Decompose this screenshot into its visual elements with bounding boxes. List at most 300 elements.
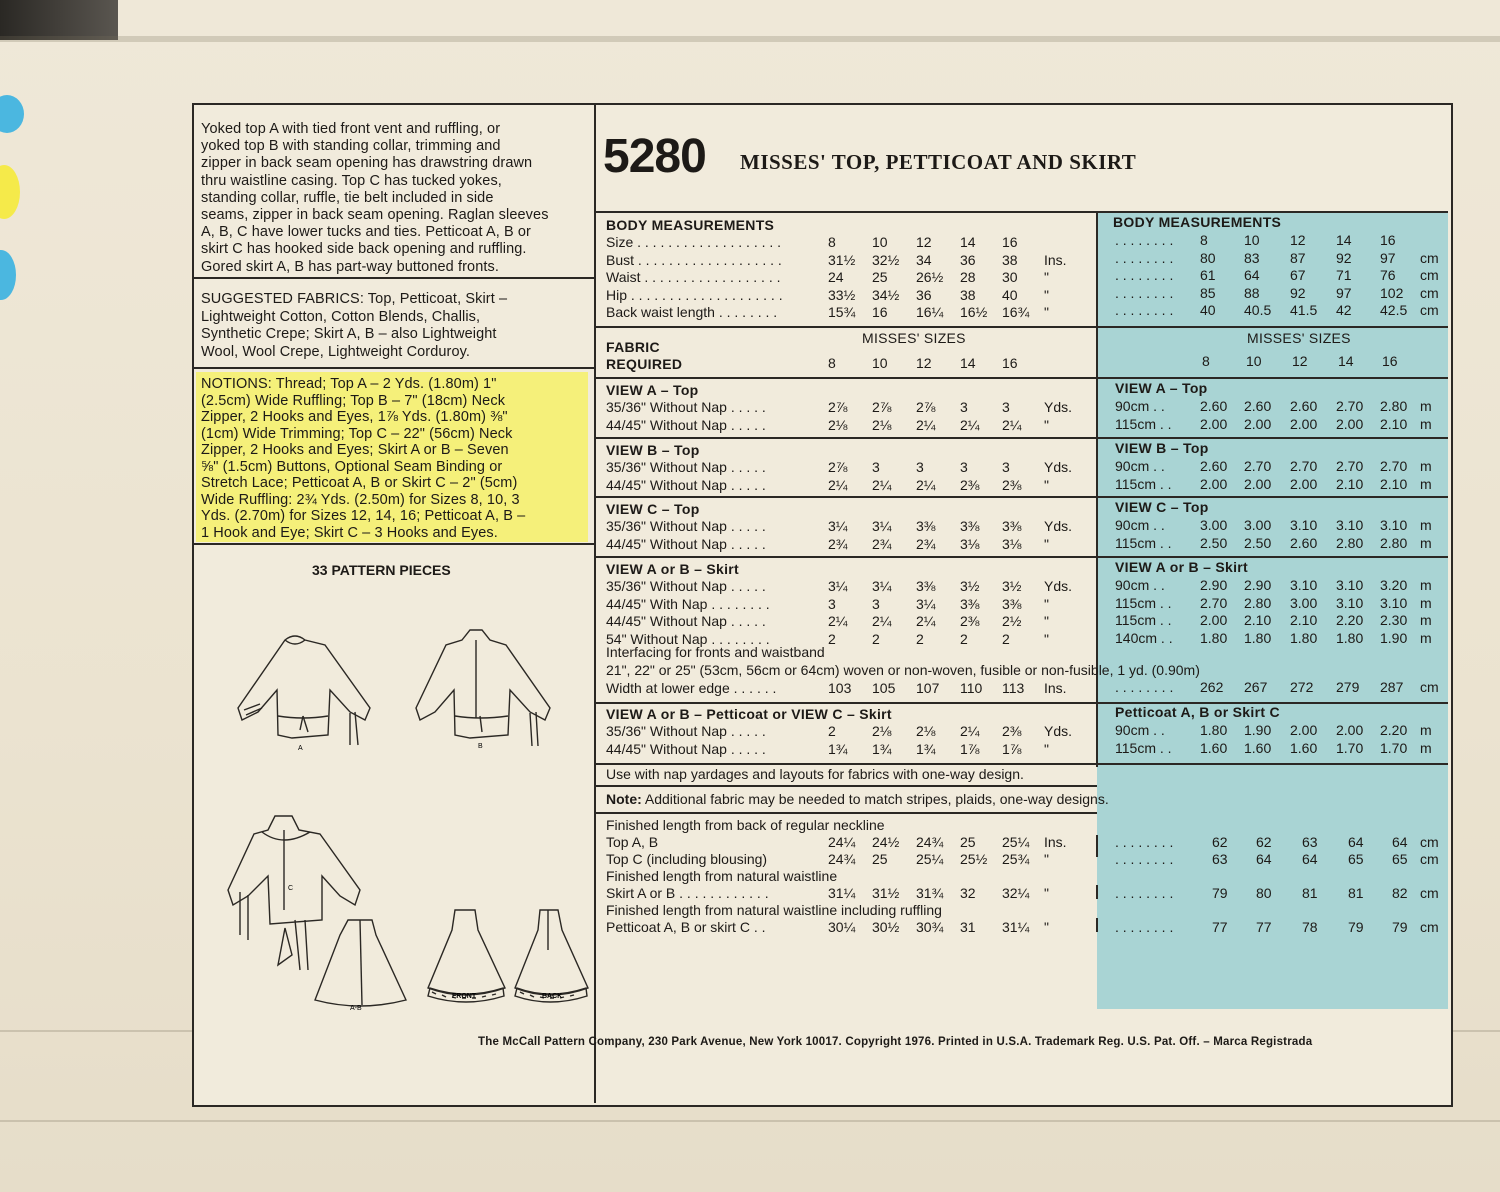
yardage-unit: ": [1044, 416, 1049, 433]
size-value: 3: [828, 595, 836, 612]
metric-value: 1.80: [1200, 629, 1228, 646]
metric-value: 63: [1212, 851, 1228, 867]
description-line: skirt C has hooked side back opening and ruffling.: [201, 241, 527, 258]
size-value: 24¼: [828, 834, 856, 850]
size-value: 2⅞: [916, 399, 936, 415]
metric-unit: cm: [1420, 302, 1439, 318]
body-row-label: Back waist length . . . . . . . .: [606, 304, 778, 320]
size-value: 32: [960, 885, 976, 901]
size-header: 12: [916, 355, 932, 371]
metric-value: 65: [1348, 851, 1364, 867]
notions-line: Zipper, 2 Hooks and Eyes, 1⅞ Yds. (1.80m) ⅜": [201, 409, 508, 425]
description-line: seams, zipper in back seam opening. Raglan sleeves: [201, 207, 549, 223]
metric-value: 2.00: [1290, 475, 1318, 492]
metric-value: 2.60: [1200, 458, 1228, 474]
metric-unit: cm: [1420, 851, 1439, 867]
metric-value: 3.10: [1290, 577, 1318, 593]
metric-value: 79: [1212, 885, 1228, 901]
size-value: 2⅛: [916, 723, 936, 739]
yardage-label: 35/36" Without Nap . . . . .: [606, 459, 766, 475]
size-value: 2¼: [960, 723, 980, 739]
yellow-dot: [0, 165, 20, 219]
metric-value: 92: [1290, 284, 1306, 301]
metric-value: 81: [1302, 885, 1318, 901]
size-value: 2⅜: [1002, 476, 1022, 493]
metric-value: 1.60: [1290, 739, 1318, 756]
size-value: 30: [1002, 269, 1018, 285]
metric-width-label: 90cm . .: [1115, 458, 1165, 474]
body-row-unit: ": [1044, 286, 1049, 303]
size-value: 2⅜: [960, 613, 980, 629]
notions-line: (2.5cm) Wide Ruffling; Top B – 7" (18cm) Neck: [201, 392, 506, 409]
metric-unit: cm: [1420, 284, 1439, 301]
garment-sketches: [200, 620, 590, 1010]
note-text: Additional fabric may be needed to match stripes, plaids, one-way designs.: [641, 791, 1109, 807]
metric-value: 102: [1380, 284, 1404, 301]
metric-value: 79: [1348, 919, 1364, 935]
size-value: 38: [1002, 251, 1018, 268]
metric-value: 2.00: [1200, 612, 1228, 628]
metric-value: 41.5: [1290, 302, 1318, 318]
size-value: 16¾: [1002, 304, 1030, 320]
pattern-number: 5280: [603, 130, 706, 183]
size-value: 2¾: [872, 535, 892, 552]
size-value: 3: [1002, 399, 1010, 415]
size-value: 8: [828, 234, 836, 250]
size-value: 2¼: [828, 476, 848, 493]
metric-value: 80: [1256, 885, 1272, 901]
metric-value: 2.60: [1244, 398, 1272, 414]
metric-value: 2.80: [1244, 594, 1272, 611]
metric-unit: m: [1420, 534, 1432, 551]
size-value: 2¼: [872, 476, 892, 493]
size-value: 3: [960, 459, 968, 475]
size-value: 31½: [872, 885, 900, 901]
size-value: 2¼: [1002, 416, 1022, 433]
body-row-unit: Ins.: [1044, 251, 1067, 268]
size-value: 34½: [872, 286, 900, 303]
size-value: 38: [960, 286, 976, 303]
size-value: 24: [828, 269, 844, 285]
metric-value: 77: [1212, 919, 1228, 935]
size-value: 32¼: [1002, 885, 1030, 901]
size-value: 34: [916, 251, 932, 268]
view-title: VIEW B – Top: [606, 442, 700, 458]
size-value: 26½: [916, 269, 944, 285]
metric-width-label: 90cm . .: [1115, 722, 1165, 738]
size-value: 103: [828, 680, 852, 696]
size-value: 3⅜: [960, 518, 980, 534]
metric-value: 2.00: [1336, 722, 1364, 738]
size-value: 31½: [828, 251, 856, 268]
metric-value: 2.70: [1290, 458, 1318, 474]
size-value: 3⅛: [960, 535, 980, 552]
footer-credit: The McCall Pattern Company, 230 Park Avenue, New York 10017. Copyright 1976. Printed in U.S.A. Trademark Reg. U.S. Pat. Off. – Marca Registrada: [478, 1036, 1313, 1048]
metric-unit: m: [1420, 612, 1432, 628]
metric-value: 16: [1380, 232, 1396, 248]
size-header: 16: [1002, 355, 1018, 371]
misses-sizes-heading: MISSES' SIZES: [862, 330, 966, 346]
metric-value: 2.10: [1244, 612, 1272, 628]
size-value: 25½: [960, 851, 988, 867]
finished-label: Top A, B: [606, 834, 659, 850]
metric-value: 64: [1348, 834, 1364, 850]
size-value: 1¾: [916, 740, 936, 757]
yardage-label: 35/36" Without Nap . . . . .: [606, 578, 766, 594]
size-value: 12: [916, 234, 932, 250]
blue-dot: [0, 250, 16, 300]
finished-heading: Finished length from back of regular neckline: [606, 817, 885, 833]
size-value: 32½: [872, 251, 900, 268]
size-value: 10: [872, 234, 888, 250]
metric-value: 2.10: [1290, 612, 1318, 628]
description-line: standing collar, ruffle, tie belt included in side: [201, 189, 494, 206]
body-row-unit: ": [1044, 304, 1049, 320]
size-value: 2: [872, 630, 880, 647]
required-heading: REQUIRED: [606, 356, 683, 372]
metric-value: 97: [1336, 284, 1352, 301]
metric-value: 2.00: [1290, 722, 1318, 738]
metric-value: 92: [1336, 249, 1352, 266]
metric-width-label: 115cm . .: [1115, 612, 1172, 628]
size-value: 30¼: [828, 919, 856, 935]
body-measurements-heading: BODY MEASUREMENTS: [606, 217, 775, 233]
yardage-label: 54" Without Nap . . . . . . . .: [606, 630, 770, 647]
metric-value: 2.20: [1336, 612, 1364, 628]
size-header-metric: 8: [1202, 353, 1210, 369]
finished-label: Top C (including blousing): [606, 851, 768, 867]
size-value: 2⅛: [828, 416, 848, 433]
size-value: 1¾: [828, 740, 848, 757]
size-value: 25: [872, 269, 888, 285]
metric-unit: m: [1420, 398, 1432, 414]
metric-width-label: 115cm . .: [1115, 475, 1172, 492]
metric-value: 64: [1392, 834, 1408, 850]
sketch-label-a: A: [298, 745, 303, 752]
dot-leader: . . . . . . . .: [1115, 679, 1174, 695]
interfacing-line: Interfacing for fronts and waistband: [606, 644, 825, 660]
metric-value: 62: [1256, 834, 1272, 850]
notions-line: ⅝" (1.5cm) Buttons, Optional Seam Binding or: [201, 458, 503, 475]
metric-width-label: 115cm . .: [1115, 739, 1172, 756]
metric-value: 2.80: [1336, 534, 1364, 551]
description-line: yoked top B with standing collar, trimming and: [201, 138, 501, 155]
size-value: 2⅞: [828, 399, 848, 415]
size-value: 30¾: [916, 919, 944, 935]
size-value: 2⅞: [872, 399, 892, 415]
notions-line: Stretch Lace; Petticoat A, B or Skirt C – 2" (5cm): [201, 475, 518, 491]
metric-value: 2.60: [1290, 398, 1318, 414]
body-row-label: Hip . . . . . . . . . . . . . . . . . . . .: [606, 286, 783, 303]
nap-note: Use with nap yardages and layouts for fabrics with one-way design.: [606, 766, 1024, 782]
metric-value: 2.00: [1336, 415, 1364, 432]
dot-leader: . . . . . . . .: [1115, 249, 1174, 266]
yardage-unit: ": [1044, 630, 1049, 647]
size-value: 3⅜: [916, 518, 936, 534]
size-value: 16: [1002, 234, 1018, 250]
metric-value: 262: [1200, 679, 1224, 695]
dot-leader: . . . . . . . .: [1115, 919, 1174, 935]
size-value: 2¾: [828, 535, 848, 552]
yardage-unit: ": [1044, 535, 1049, 552]
metric-width-label: 90cm . .: [1115, 577, 1165, 593]
yardage-label: 44/45" Without Nap . . . . .: [606, 740, 766, 757]
metric-value: 61: [1200, 267, 1216, 283]
dot-leader: . . . . . . . .: [1115, 834, 1174, 850]
dot-leader: . . . . . . . .: [1115, 267, 1174, 283]
yardage-label: 44/45" Without Nap . . . . .: [606, 613, 766, 629]
size-value: 3¼: [828, 518, 848, 534]
metric-width-label: 115cm . .: [1115, 594, 1172, 611]
view-title-metric: VIEW A or B – Skirt: [1115, 559, 1249, 575]
metric-unit: m: [1420, 722, 1432, 738]
yardage-unit: ": [1044, 740, 1049, 757]
yardage-label: 35/36" Without Nap . . . . .: [606, 399, 766, 415]
size-value: 16¼: [916, 304, 944, 320]
size-value: 3: [916, 459, 924, 475]
size-header: 10: [872, 355, 888, 371]
metric-value: 3.00: [1290, 594, 1318, 611]
metric-value: 79: [1392, 919, 1408, 935]
yardage-unit: Yds.: [1044, 399, 1073, 415]
size-value: 2¼: [872, 613, 892, 629]
size-value: 31¼: [1002, 919, 1030, 935]
size-value: 31¼: [828, 885, 856, 901]
size-value: 36: [960, 251, 976, 268]
size-value: 3¼: [916, 595, 936, 612]
size-value: 40: [1002, 286, 1018, 303]
sketch-label-b: B: [478, 743, 483, 750]
metric-value: 3.10: [1380, 594, 1408, 611]
view-title-metric: VIEW A – Top: [1115, 380, 1208, 396]
notions-line: Yds. (2.70m) for Sizes 12, 14, 16; Petticoat A, B –: [201, 508, 526, 524]
metric-value: 8: [1200, 232, 1208, 248]
metric-width-label: 115cm . .: [1115, 534, 1172, 551]
metric-value: 1.60: [1244, 739, 1272, 756]
notions-line: (1cm) Wide Trimming; Top C – 22" (56cm) Neck: [201, 425, 513, 442]
size-value: 28: [960, 269, 976, 285]
metric-value: 2.10: [1336, 475, 1364, 492]
size-value: 36: [916, 286, 932, 303]
size-value: 3⅛: [1002, 535, 1022, 552]
fabric-heading: FABRIC: [606, 339, 660, 355]
metric-value: 64: [1244, 267, 1260, 283]
metric-value: 2.70: [1380, 458, 1408, 474]
sketch-label-front: FRONT: [452, 993, 477, 1000]
finished-label: Skirt A or B . . . . . . . . . . . .: [606, 885, 769, 901]
metric-unit: m: [1420, 415, 1432, 432]
view-title-metric: VIEW B – Top: [1115, 440, 1209, 456]
dot-leader: . . . . . . . .: [1115, 885, 1174, 901]
petticoat-title-metric: Petticoat A, B or Skirt C: [1115, 704, 1280, 720]
size-value: 3½: [1002, 578, 1022, 594]
dot-leader: . . . . . . . .: [1115, 232, 1174, 248]
metric-value: 12: [1290, 232, 1306, 248]
size-value: 15¾: [828, 304, 856, 320]
size-value: 3½: [960, 578, 980, 594]
metric-unit: m: [1420, 739, 1432, 756]
metric-unit: m: [1420, 458, 1432, 474]
metric-value: 1.80: [1290, 629, 1318, 646]
size-value: 2⅛: [872, 416, 892, 433]
metric-value: 2.30: [1380, 612, 1408, 628]
size-value: 25¼: [916, 851, 944, 867]
metric-width-label: 90cm . .: [1115, 398, 1165, 414]
metric-value: 1.80: [1200, 722, 1228, 738]
metric-value: 3.10: [1336, 594, 1364, 611]
metric-value: 42.5: [1380, 302, 1408, 318]
dot-leader: . . . . . . . .: [1115, 851, 1174, 867]
metric-value: 3.00: [1244, 517, 1272, 533]
metric-unit: cm: [1420, 885, 1439, 901]
size-value: 107: [916, 680, 940, 696]
metric-value: 2.00: [1244, 475, 1272, 492]
body-measurements-metric-heading: BODY MEASUREMENTS: [1113, 214, 1282, 230]
metric-value: 82: [1392, 885, 1408, 901]
size-value: 16½: [960, 304, 988, 320]
fabrics-line: SUGGESTED FABRICS: Top, Petticoat, Skirt –: [201, 291, 508, 307]
metric-value: 1.90: [1380, 629, 1408, 646]
size-value: 1⅞: [1002, 740, 1022, 757]
size-value: 24½: [872, 834, 900, 850]
size-value: 25: [872, 851, 888, 867]
notions-line: Wide Ruffling: 2¾ Yds. (2.50m) for Sizes 8, 10, 3: [201, 491, 520, 508]
metric-value: 267: [1244, 679, 1268, 695]
description-line: Yoked top A with tied front vent and ruffling, or: [201, 121, 501, 137]
sketch-label-c: C: [288, 885, 294, 892]
metric-value: 64: [1302, 851, 1318, 867]
metric-value: 1.70: [1380, 739, 1408, 756]
pattern-pieces-heading: 33 PATTERN PIECES: [312, 562, 451, 578]
metric-value: 2.50: [1244, 534, 1272, 551]
yardage-unit: ": [1044, 613, 1049, 629]
size-value: 3: [960, 399, 968, 415]
metric-value: 2.70: [1336, 398, 1364, 414]
metric-value: 97: [1380, 249, 1396, 266]
size-value: 33½: [828, 286, 856, 303]
metric-unit: m: [1420, 594, 1432, 611]
metric-value: 83: [1244, 249, 1260, 266]
metric-value: 2.00: [1200, 415, 1228, 432]
metric-unit: cm: [1420, 679, 1439, 695]
body-row-label: Waist . . . . . . . . . . . . . . . . . .: [606, 269, 781, 285]
size-value: 14: [960, 234, 976, 250]
notions-line: 1 Hook and Eye; Skirt C – 3 Hooks and Eyes.: [201, 524, 498, 541]
metric-unit: m: [1420, 629, 1432, 646]
metric-value: 1.80: [1336, 629, 1364, 646]
size-value: 2½: [1002, 613, 1022, 629]
metric-value: 2.90: [1200, 577, 1228, 593]
size-value: 1⅞: [960, 740, 980, 757]
view-title: VIEW A or B – Skirt: [606, 561, 740, 577]
finished-unit: ": [1044, 919, 1049, 935]
size-header-metric: 12: [1292, 353, 1308, 369]
metric-value: 2.80: [1380, 534, 1408, 551]
metric-value: 272: [1290, 679, 1314, 695]
finished-unit: Ins.: [1044, 834, 1067, 850]
size-value: 2: [1002, 630, 1010, 647]
metric-value: 64: [1256, 851, 1272, 867]
metric-value: 40: [1200, 302, 1216, 318]
size-header: 8: [828, 355, 836, 371]
size-value: 3⅜: [1002, 595, 1022, 612]
size-value: 25¾: [1002, 851, 1030, 867]
additional-note: [606, 792, 1109, 806]
metric-value: 10: [1244, 232, 1260, 248]
size-value: 2⅛: [872, 723, 892, 739]
width-unit: Ins.: [1044, 680, 1067, 696]
metric-value: 1.80: [1244, 629, 1272, 646]
fold-line: [0, 1120, 1500, 1122]
note-label: Note:: [606, 791, 642, 807]
size-value: 31¾: [916, 885, 944, 901]
sketch-label-ab: A-B: [350, 1005, 362, 1010]
blue-dot: [0, 95, 24, 133]
description-line: zipper in back seam opening has drawstring drawn: [201, 155, 533, 172]
metric-value: 2.20: [1380, 722, 1408, 738]
size-value: 2: [916, 630, 924, 647]
metric-value: 2.00: [1200, 475, 1228, 492]
size-value: 2: [828, 630, 836, 647]
yardage-unit: ": [1044, 595, 1049, 612]
yardage-label: 44/45" Without Nap . . . . .: [606, 535, 766, 552]
size-value: 30½: [872, 919, 900, 935]
size-value: 2¼: [828, 613, 848, 629]
metric-value: 76: [1380, 267, 1396, 283]
size-value: 2⅞: [828, 459, 848, 475]
metric-value: 3.20: [1380, 577, 1408, 593]
size-header-metric: 14: [1338, 353, 1354, 369]
size-value: 3: [872, 595, 880, 612]
yardage-label: 44/45" With Nap . . . . . . . .: [606, 595, 770, 612]
finished-heading: Finished length from natural waistline including ruffling: [606, 902, 942, 918]
metric-unit: m: [1420, 577, 1432, 593]
size-value: 2⅜: [1002, 723, 1022, 739]
size-value: 3¼: [828, 578, 848, 594]
size-header: 14: [960, 355, 976, 371]
size-value: 2¼: [916, 416, 936, 433]
metric-value: 2.60: [1290, 534, 1318, 551]
dot-leader: . . . . . . . .: [1115, 302, 1174, 318]
size-value: 2: [960, 630, 968, 647]
metric-value: 71: [1336, 267, 1352, 283]
metric-value: 77: [1256, 919, 1272, 935]
metric-value: 1.60: [1200, 739, 1228, 756]
size-value: 31: [960, 919, 976, 935]
notions-line: Zipper, 2 Hooks and Eyes; Skirt A or B – Seven: [201, 442, 509, 458]
body-row-label: Bust . . . . . . . . . . . . . . . . . . .: [606, 251, 782, 268]
metric-value: 65: [1392, 851, 1408, 867]
view-title: VIEW A – Top: [606, 382, 699, 398]
size-value: 3⅜: [916, 578, 936, 594]
fabrics-line: Synthetic Crepe; Skirt A, B – also Lightweight: [201, 326, 497, 342]
metric-value: 40.5: [1244, 302, 1272, 318]
size-value: 110: [960, 680, 983, 696]
size-header-metric: 16: [1382, 353, 1398, 369]
metric-value: 80: [1200, 249, 1216, 266]
body-row-label: Size . . . . . . . . . . . . . . . . . . .: [606, 234, 782, 250]
description-line: A, B, C have lower tucks and ties. Petticoat A, B or: [201, 224, 531, 241]
metric-value: 2.10: [1380, 475, 1408, 492]
finished-unit: ": [1044, 851, 1049, 867]
interfacing-line: 21", 22" or 25" (53cm, 56cm or 64cm) woven or non-woven, fusible or non-fusible, 1 yd. (0.90m): [606, 662, 1200, 678]
size-value: 25¼: [1002, 834, 1030, 850]
yardage-label: 44/45" Without Nap . . . . .: [606, 416, 766, 433]
yardage-label: 44/45" Without Nap . . . . .: [606, 476, 766, 493]
yardage-label: 35/36" Without Nap . . . . .: [606, 518, 766, 534]
fabrics-line: Lightweight Cotton, Cotton Blends, Challis,: [201, 308, 481, 325]
metric-value: 3.10: [1380, 517, 1408, 533]
